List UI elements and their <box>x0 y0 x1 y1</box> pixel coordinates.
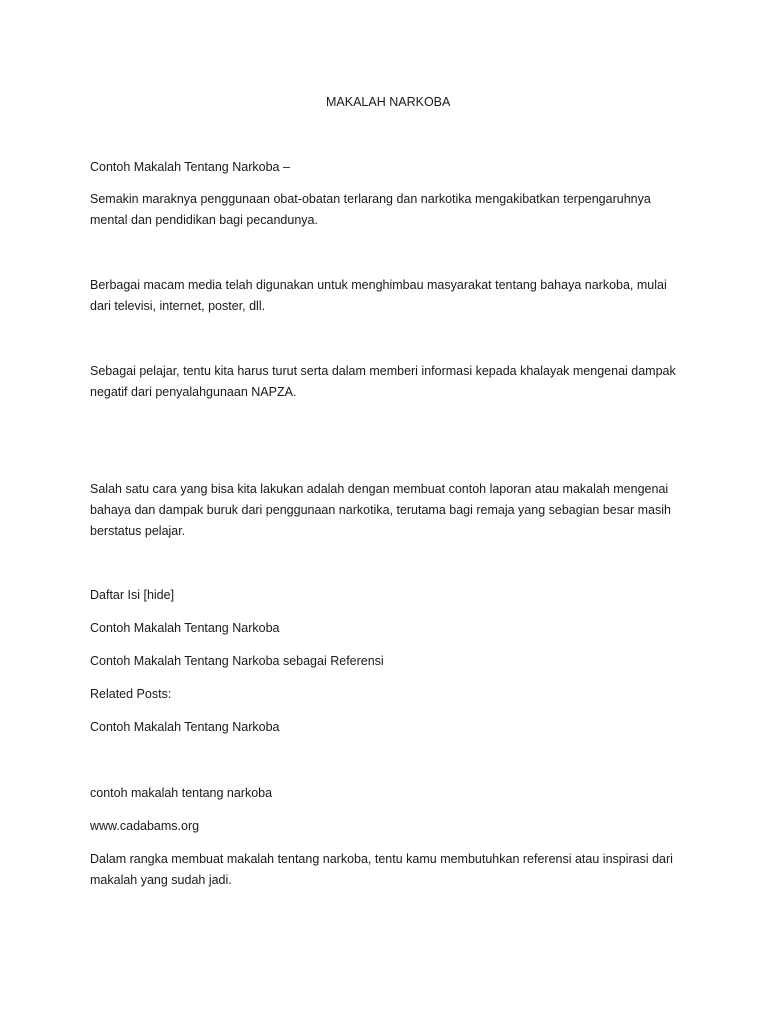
related-posts-label: Related Posts: <box>90 687 172 701</box>
toc-item: Contoh Makalah Tentang Narkoba <box>90 621 280 635</box>
final-paragraph: Dalam rangka membuat makalah tentang narkoba, tentu kamu membutuhkan referensi atau inspirasi dari makalah yang sudah jadi. <box>90 852 673 887</box>
toc-label: Daftar Isi [hide] <box>90 588 175 602</box>
source-url: www.cadabams.org <box>90 819 200 833</box>
paragraph-4: Salah satu cara yang bisa kita lakukan adalah dengan membuat contoh laporan atau makalah mengenai bahaya dan dampak buruk dari penggunaan narkotika, terutama bagi remaja yang sebagian besar masih berstatus pelajar. <box>90 482 671 538</box>
intro-heading: Contoh Makalah Tentang Narkoba – <box>90 160 290 174</box>
page-title: MAKALAH NARKOBA <box>326 95 451 109</box>
image-caption: contoh makalah tentang narkoba <box>90 786 273 800</box>
toc-item: Contoh Makalah Tentang Narkoba sebagai Referensi <box>90 654 384 668</box>
paragraph-3: Sebagai pelajar, tentu kita harus turut serta dalam memberi informasi kepada khalayak mengenai dampak negatif dari penyalahgunaan NAPZA. <box>90 364 676 399</box>
paragraph-2: Berbagai macam media telah digunakan untuk menghimbau masyarakat tentang bahaya narkoba, mulai dari televisi, internet, poster, dll. <box>90 278 667 313</box>
paragraph-1: Semakin maraknya penggunaan obat-obatan terlarang dan narkotika mengakibatkan terpengaruhnya mental dan pendidikan bagi pecandunya. <box>90 192 651 227</box>
related-post-item: Contoh Makalah Tentang Narkoba <box>90 720 280 734</box>
